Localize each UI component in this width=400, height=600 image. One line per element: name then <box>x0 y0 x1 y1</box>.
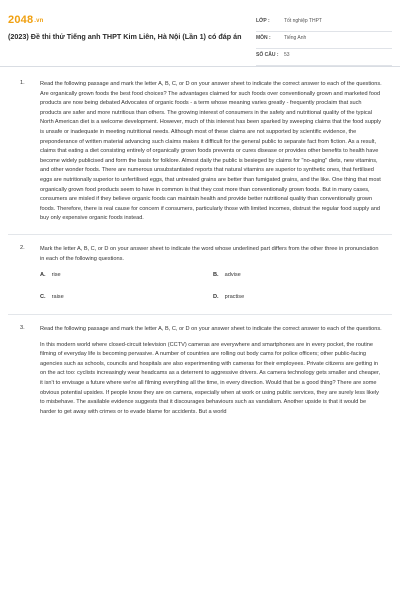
meta-value: 53 <box>284 52 290 58</box>
option-letter: D. <box>213 294 219 301</box>
question-instruction: Read the following passage and mark the letter A, B, C, or D on your answer sheet to indicate the correct answer to each of the questions. <box>40 81 382 87</box>
option-letter: C. <box>40 294 46 301</box>
meta-row-subject <box>256 32 392 49</box>
meta-value: Tốt nghiệp THPT <box>284 18 322 24</box>
page-header <box>0 0 400 67</box>
question-1-text <box>40 80 382 224</box>
question-number: 3. <box>20 325 25 332</box>
logo-main-text: 2048 <box>8 14 34 26</box>
option-letter: A. <box>40 272 46 279</box>
meta-value: Tiếng Anh <box>284 35 307 41</box>
option-b[interactable] <box>213 272 241 278</box>
meta-row-count <box>256 49 392 66</box>
questions-body <box>0 80 400 417</box>
meta-label: SỐ CÂU : <box>256 52 279 58</box>
meta-label: MÔN : <box>256 35 271 41</box>
meta-row-class <box>256 15 392 32</box>
option-letter: B. <box>213 272 219 279</box>
question-number: 2. <box>20 244 25 251</box>
question-number: 1. <box>20 80 25 86</box>
question-2 <box>0 244 400 301</box>
option-text: advise <box>224 272 241 279</box>
option-a[interactable] <box>40 272 61 278</box>
option-text: raise <box>51 294 64 301</box>
logo-suffix-text: .vn <box>34 18 44 24</box>
question-instruction: Mark the letter A, B, C, or D on your answer sheet to indicate the word whose underlined part differs from the other three in pronunciation in each of the following questions. <box>40 245 379 262</box>
question-1 <box>0 80 400 224</box>
exam-title: (2023) Đề thi thử Tiếng anh THPT Kim Liên, Hà Nội (Lần 1) có đáp án <box>8 32 242 41</box>
meta-label: LỚP : <box>256 18 270 24</box>
site-logo[interactable] <box>8 14 44 26</box>
option-text: practise <box>224 294 245 301</box>
answer-options <box>40 264 382 301</box>
option-text: rise <box>51 272 61 279</box>
question-passage: In this modern world where closed-circuit television (CCTV) cameras are everywhere and smartphones are in every pocket, the routine filming of everyday life is becoming pervasive. A number of countries are rolling out body cams for police officers; other public-facing agencies such as schools, councils and hospitals are also experimenting with cameras for their employees. Private citizens are getting in on the act too: cyclists increasingly wear headcams as a deterrent to aggressive drivers. As camera technology gets smaller and cheaper, it isn't to envisage a future where we're all filming everything all the time, in every direction. Would that be a good thing? There are some obvious potential upsides. If people know they are on camera, especially when at work or using public services, they are surely less likely to misbehave. The available evidence suggests that it discourages behaviours such as vandalism. Another upside is that it would be harder to get away with crimes or to evade blame for accidents. But a world <box>40 341 381 415</box>
question-instruction: Read the following passage and mark the letter A, B, C, or D on your answer sheet to indicate the correct answer to each of the questions. <box>40 326 382 333</box>
question-passage: Are organically grown foods the best food choices? The advantages claimed for such foods over conventionally grown and marketed food products are now being debated Advocates of organic foods - a term whose meaning varies greatly - frequently proclaim that such products are safer and more nutritious than others. The growing interest of consumers in the safety and nutritional quality of the typical North American diet is a welcome development. However, much of this interest has been sparked by sweeping claims that the food supply is unsafe or inadequate in meeting nutritional needs. Although most of these claims are not supported by scientific evidence, the preponderance of written material advancing such claims makes it difficult for the general public to separate fact from fiction. As a result, claims that eating a diet consisting entirely of organically grown foods prevents or cures disease or provides other benefits to health have become widely publicised and form the basis for folklore. Almost daily the public is besieged by claims for "no-aging" diets, new vitamins, and other wonder foods. There are numerous unsubstantiated reports that natural vitamins are superior to synthetic ones, that fertilised eggs are nutritionally superior to unfertilised eggs, that untreated grains are better than fumigated grains, and the like. One thing that most organically grown food products seem to have in common is that they cost more than conventionally grown foods. But in many cases, consumers are misled if they believe organic foods can maintain health and provide better nutritional quality than conventionally grown foods. Therefore, there is real cause for concern if consumers, particularly those with limited incomes, distrust the regular food supply and buy only expensive organic foods instead. <box>40 90 382 222</box>
option-c[interactable] <box>40 294 64 300</box>
question-3 <box>0 325 400 417</box>
exam-meta-table <box>256 15 392 66</box>
option-d[interactable] <box>213 294 244 300</box>
